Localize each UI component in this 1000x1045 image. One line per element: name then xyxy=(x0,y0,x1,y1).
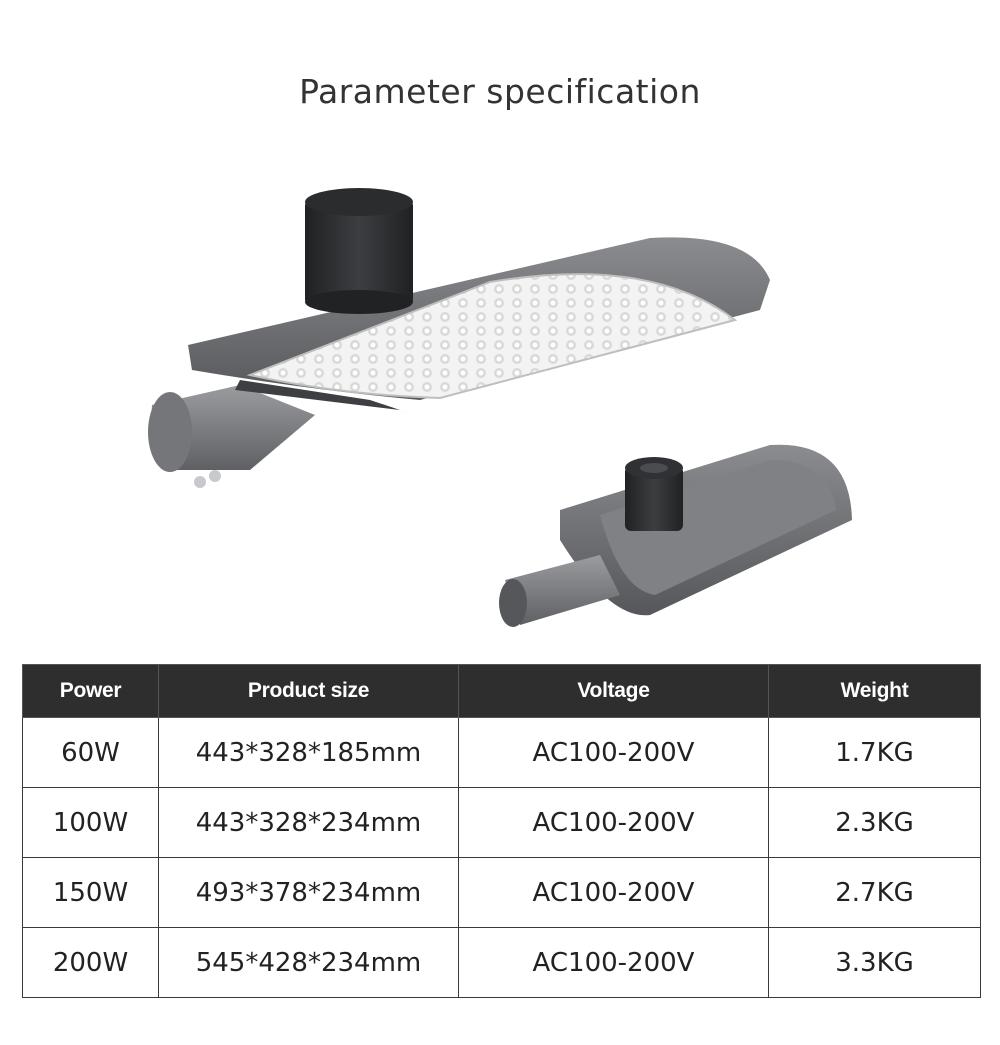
header-product-size: Product size xyxy=(159,665,459,718)
specification-table xyxy=(22,664,981,998)
main-luminaire xyxy=(148,188,770,488)
cell-product-size: 443*328*185mm xyxy=(159,718,459,788)
page-title: Parameter specification xyxy=(299,72,701,111)
table-header-row xyxy=(23,665,981,718)
cell-weight: 3.3KG xyxy=(769,928,981,998)
cell-power: 200W xyxy=(23,928,159,998)
cell-voltage: AC100-200V xyxy=(459,788,769,858)
header-voltage: Voltage xyxy=(459,665,769,718)
cell-voltage: AC100-200V xyxy=(459,718,769,788)
cell-product-size: 493*378*234mm xyxy=(159,858,459,928)
cell-product-size: 443*328*234mm xyxy=(159,788,459,858)
cell-voltage: AC100-200V xyxy=(459,858,769,928)
cell-power: 100W xyxy=(23,788,159,858)
table-row xyxy=(23,718,981,788)
cell-weight: 2.3KG xyxy=(769,788,981,858)
header-weight: Weight xyxy=(769,665,981,718)
header-power: Power xyxy=(23,665,159,718)
cell-power: 60W xyxy=(23,718,159,788)
cell-weight: 1.7KG xyxy=(769,718,981,788)
table-row xyxy=(23,928,981,998)
table-row xyxy=(23,788,981,858)
secondary-luminaire xyxy=(499,445,852,627)
cell-weight: 2.7KG xyxy=(769,858,981,928)
cell-power: 150W xyxy=(23,858,159,928)
cell-voltage: AC100-200V xyxy=(459,928,769,998)
table-row xyxy=(23,858,981,928)
cell-product-size: 545*428*234mm xyxy=(159,928,459,998)
street-light-product-image xyxy=(130,170,870,640)
